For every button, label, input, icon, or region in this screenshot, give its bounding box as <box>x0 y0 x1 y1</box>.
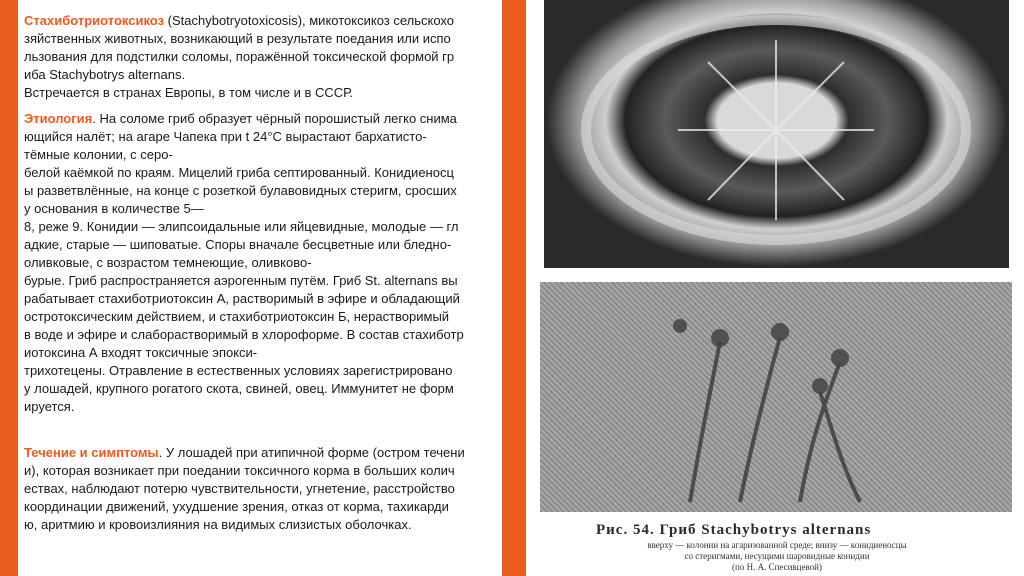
paragraph-etiology <box>24 110 494 416</box>
caption-body: вверху — колонии на агаризованной среде; внизу — конидиеносцы со стеригмами, несущими шаровидные конидии (по Н. А. Спесивцевой) <box>647 540 907 572</box>
colony-photo <box>544 0 1009 268</box>
figure <box>526 0 1024 576</box>
term-etiology: Этиология <box>24 111 93 126</box>
colony-rays-graphic <box>544 0 1009 268</box>
paragraph-symptoms <box>24 444 494 534</box>
divider-accent-bar <box>502 0 526 576</box>
conidiophore-photo <box>540 282 1012 512</box>
left-accent-bar <box>0 0 18 576</box>
term-stachybotryotoxicosis: Стахиботриотоксикоз <box>24 13 165 28</box>
conidiophores-graphic <box>540 282 1012 512</box>
figure-caption <box>526 518 1024 576</box>
paragraph-etiology-text: . На соломе гриб образует чёрный порошистый легко снима ющийся налёт; на агаре Чапека при t 24°С вырастают бархатисто- тёмные колонии, с серо- белой каёмкой по краям. Мицелий гриба септированный. Конидиеносц ы разветвлённые, на конце с розеткой булавовидных стеригм, сросших у основания в количестве 5— 8, реже 9. Конидии — элипсоидальные или яйцевидные, молодые — гл адкие, старые — шиповатые. Споры вначале бесцветные или бледно- оливковые, с возрастом темнеющие, оливково- бурые. Гриб распространяется аэрогенным путём. Гриб St. alternans вы рабатывает стахиботриотоксин А, растворимый в эфире и обладающий остротоксическим действием, и стахиботриотоксин Б, нерастворимый в воде и эфире и слаборастворимый в хлороформе. В состав стахиботр иотоксина А входят токсичные эпокси- трихотецены. Отравление в естественных условиях зарегистрировано у лошадей, крупного рогатого скота, свиней, овец. Иммунитет не форм ируется. <box>24 111 464 414</box>
term-symptoms: Течение и симптомы <box>24 445 159 460</box>
paragraph-intro <box>24 12 494 102</box>
paragraph-symptoms-text: . У лошадей при атипичной форме (остром течени и), которая возникает при поедании токсичного корма в больших колич ествах, наблюдают потерю чувствительности, угнетение, расстройство координации движений, ухудшение зрения, отказ от корма, тахикарди ю, аритмию и кровоизлияния на видимых слизистых оболочках. <box>24 445 465 532</box>
text-panel <box>18 0 502 576</box>
caption-title: Рис. 54. Гриб Stachybotrys alternans <box>596 522 872 538</box>
paragraph-intro-text: (Stachybotryotoxicosis), микотоксикоз сельскохо зяйственных животных, возникающий в результате поедания или испо льзования для подстилки соломы, поражённой токсической формой гр иба Stachybotrys alternans. Встречается в странах Европы, в том числе и в СССР. <box>24 13 455 100</box>
